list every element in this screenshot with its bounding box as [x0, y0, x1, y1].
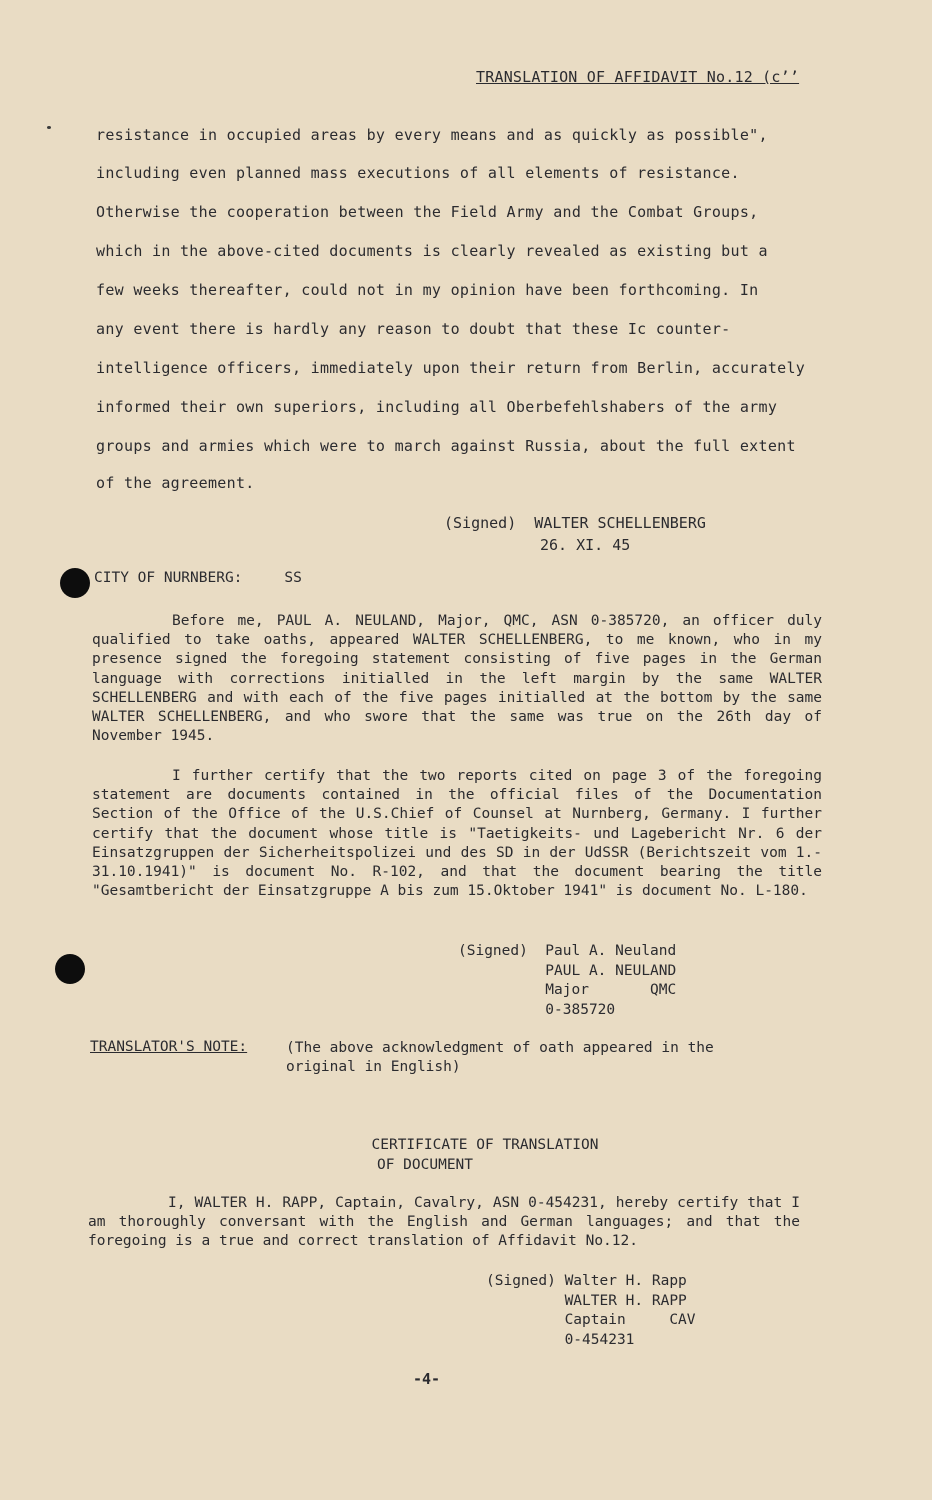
document-header: TRANSLATION OF AFFIDAVIT No.12 (c’’	[476, 68, 800, 86]
translator-note-label: TRANSLATOR'S NOTE:	[90, 1039, 248, 1055]
statement-line: Otherwise the cooperation between the Field Army and the Combat Groups,	[96, 203, 759, 221]
statement-line: including even planned mass executions of all elements of resistance.	[96, 164, 740, 182]
statement-line: intelligence officers, immediately upon their return from Berlin, accurately	[96, 359, 806, 377]
venue-line	[94, 570, 302, 586]
stray-mark	[47, 126, 51, 129]
statement-date: 26. XI. 45	[540, 536, 631, 554]
translator-note-text: (The above acknowledgment of oath appeared in the original in English)	[286, 1040, 714, 1075]
punch-hole-bottom	[55, 954, 85, 984]
venue-ss: SS	[284, 570, 302, 586]
statement-line: any event there is hardly any reason to doubt that these Ic counter-	[96, 320, 731, 338]
punch-hole-top	[60, 568, 90, 598]
page-number: -4-	[413, 1370, 441, 1388]
statement-line: which in the above-cited documents is clearly revealed as existing but a	[96, 242, 768, 260]
statement-line: resistance in occupied areas by every means and as quickly as possible",	[96, 126, 768, 144]
statement-signature: (Signed) WALTER SCHELLENBERG	[444, 514, 706, 532]
certificate-text: I, WALTER H. RAPP, Captain, Cavalry, ASN 0-454231, hereby certify that I am thoroughly conversant with the English and German languages; and that the foregoing is a true and correct translation of Affidavit No.12.	[88, 1195, 800, 1250]
rapp-signature: (Signed) Walter H. Rapp WALTER H. RAPP Captain CAV 0-454231	[486, 1273, 696, 1348]
jurat-paragraph-1: Before me, PAUL A. NEULAND, Major, QMC, ASN 0-385720, an officer duly qualified to take oaths, appeared WALTER SCHELLENBERG, to me known, who in my presence signed the foregoing statement consisting of five pages in the German language with corrections initialled in the left margin by the same WALTER SCHELLENBERG and with each of the five pages initialled at the bottom by the same WALTER SCHELLENBERG, and who swore that the same was true on the 26th day of November 1945.	[92, 613, 822, 745]
certificate-subtitle: OF DOCUMENT	[376, 1157, 474, 1173]
neuland-signature: (Signed) Paul A. Neuland PAUL A. NEULAND Major QMC 0-385720	[458, 943, 677, 1018]
jurat-paragraph-2: I further certify that the two reports cited on page 3 of the foregoing statement are documents contained in the official files of the Documentation Section of the Office of the U.S.Chief of Counsel at Nurnberg, Germany. I further certify that the document whose title is "Taetigkeits- und Lagebericht Nr. 6 der Einsatzgruppen der Sicherheitspolizei und des SD in der UdSSR (Berichtszeit vom 1.- 31.10.1941)" is document No. R-102, and that the document bearing the title "Gesamtbericht der Einsatzgruppe A bis zum 15.Oktober 1941" is document No. L-180.	[92, 768, 822, 900]
certificate-title-line: CERTIFICATE OF TRANSLATION	[371, 1137, 599, 1153]
venue-city: CITY OF NURNBERG:	[94, 570, 243, 586]
statement-line: groups and armies which were to march against Russia, about the full extent	[96, 437, 796, 455]
certificate-title	[300, 1135, 670, 1175]
statement-line: of the agreement.	[96, 474, 255, 492]
statement-line: few weeks thereafter, could not in my opinion have been forthcoming. In	[96, 281, 759, 299]
statement-line: informed their own superiors, including all Oberbefehlshabers of the army	[96, 398, 778, 416]
